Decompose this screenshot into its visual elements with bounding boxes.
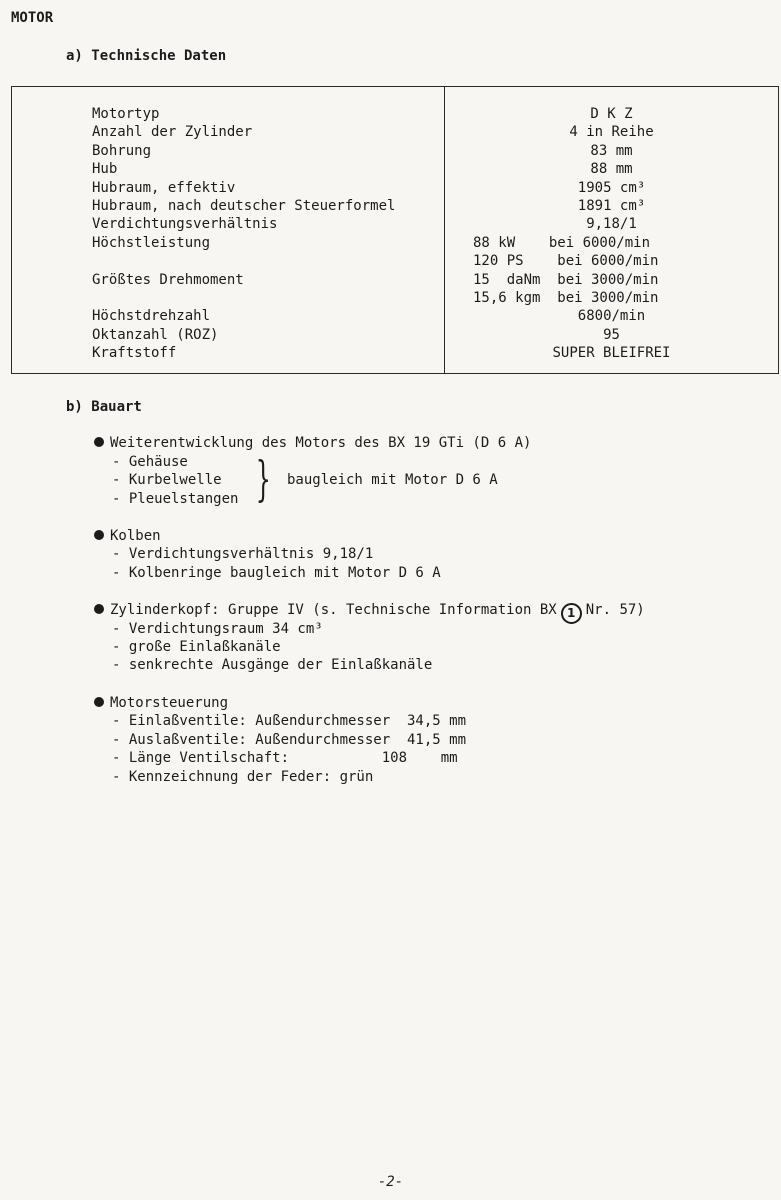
bullet-icon: [94, 437, 104, 447]
list-item: - Pleuelstangen: [112, 491, 239, 507]
page-number: -2-: [377, 1174, 404, 1190]
bullet-icon: [94, 697, 104, 707]
list-item: - Kurbelwelle: [112, 472, 222, 488]
table-label: Motortyp: [92, 106, 160, 122]
group2-title: Kolben: [110, 528, 161, 544]
table-label: Bohrung: [92, 142, 152, 159]
bauart-item-motorsteuerung: [94, 694, 228, 712]
table-label: Größtes Drehmoment: [92, 271, 244, 288]
bullet-icon: [94, 530, 104, 540]
table-label: [92, 252, 395, 270]
table-value: D K Z: [590, 106, 633, 122]
table-value: 88 kW bei 6000/min: [473, 234, 651, 251]
label-column: [92, 105, 395, 362]
circled-number-icon: 1: [561, 603, 582, 624]
table-value: 9,18/1: [586, 216, 637, 233]
table-value: 6800/min: [577, 308, 646, 325]
list-item: - große Einlaßkanäle: [112, 639, 281, 655]
group3-title-pre: Zylinderkopf: Gruppe IV (s. Technische Information BX: [110, 602, 557, 618]
table-label: Hubraum, nach deutscher Steuerformel: [92, 197, 396, 214]
table-value: 4 in Reihe: [569, 124, 654, 141]
section-b-heading: b) Bauart: [66, 399, 142, 415]
page-title: MOTOR: [11, 10, 54, 26]
brace-icon: }: [255, 451, 271, 507]
table-label: Verdichtungsverhältnis: [92, 216, 278, 233]
list-item: - Kolbenringe baugleich mit Motor D 6 A: [112, 565, 441, 581]
list-item: - Kennzeichnung der Feder: grün: [112, 769, 374, 785]
list-item: - Einlaßventile: Außendurchmesser 34,5 mm: [112, 713, 467, 729]
group1-title: Weiterentwicklung des Motors des BX 19 GTi (D 6 A): [110, 435, 532, 451]
table-value: 88 mm: [590, 161, 633, 178]
bauart-item-weiterentwicklung: [94, 434, 531, 452]
bullet-icon: [94, 604, 104, 614]
value-column: [445, 105, 778, 362]
list-item: - Verdichtungsraum 34 cm³: [112, 621, 323, 637]
list-item: - Auslaßventile: Außendurchmesser 41,5 mm: [112, 732, 467, 748]
table-value: 83 mm: [590, 142, 633, 159]
table-label: Hub: [92, 161, 118, 178]
technical-data-table: [11, 86, 779, 374]
list-item: - Länge Ventilschaft: 108 mm: [112, 750, 458, 766]
table-value: 95: [603, 326, 620, 343]
table-label: [92, 289, 395, 307]
table-label: Hubraum, effektiv: [92, 179, 236, 196]
list-item: - Verdichtungsverhältnis 9,18/1: [112, 546, 374, 562]
table-label: Anzahl der Zylinder: [92, 124, 253, 141]
section-a-heading: a) Technische Daten: [66, 48, 227, 64]
group1-brace-text: baugleich mit Motor D 6 A: [287, 472, 498, 488]
table-value: 15,6 kgm bei 3000/min: [473, 289, 659, 306]
list-item: - senkrechte Ausgänge der Einlaßkanäle: [112, 657, 433, 673]
list-item: - Gehäuse: [112, 454, 188, 470]
table-label: Kraftstoff: [92, 345, 177, 362]
group3-title-post: Nr. 57): [585, 602, 645, 618]
table-value: 120 PS bei 6000/min: [473, 253, 659, 270]
group4-title: Motorsteuerung: [110, 695, 229, 711]
table-label: Oktanzahl (ROZ): [92, 326, 219, 343]
table-value: 15 daNm bei 3000/min: [473, 271, 659, 288]
bauart-item-kolben: [94, 527, 161, 545]
table-value: 1891 cm³: [577, 197, 646, 214]
table-value: SUPER BLEIFREI: [552, 345, 671, 362]
table-label: Höchstdrehzahl: [92, 308, 211, 325]
table-value: 1905 cm³: [577, 179, 646, 196]
table-label: Höchstleistung: [92, 234, 211, 251]
